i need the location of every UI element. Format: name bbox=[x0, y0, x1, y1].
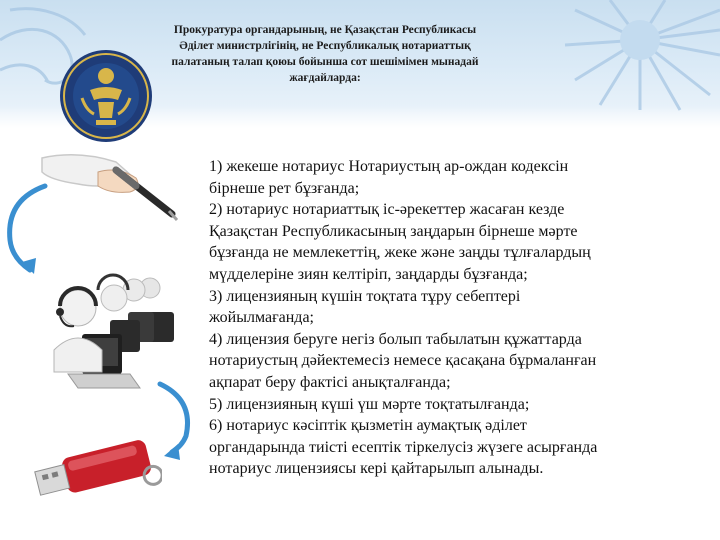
body-line: нотариус лицензиясы кері қайтарылып алынады. bbox=[209, 460, 544, 478]
body-line: 1) жекеше нотариус Нотариустың ар-ождан кодексін bbox=[209, 158, 569, 175]
body-line: бірнеше рет бұзғанда; bbox=[209, 179, 360, 197]
lines-text-block bbox=[209, 156, 679, 480]
body-line: бұзғанда не мемлекеттің, жеке және заңды тұлғалардың bbox=[209, 244, 591, 262]
body-line: 3) лицензияның күшін тоқтата тұру себептері bbox=[209, 287, 521, 305]
usb-key-icon bbox=[22, 430, 162, 510]
header-title-line: жағдайларда: bbox=[289, 72, 361, 84]
header-title-line: палатаның талап қоюы бойынша сот шешімімен мынадай bbox=[171, 56, 479, 68]
body-line: 5) лицензияның күші үш мәрте тоқтатылғанда; bbox=[209, 395, 530, 413]
body-line: 2) нотариус нотариаттық іс-әрекеттер жасаған кезде bbox=[209, 201, 565, 219]
header-title-line: Әділет министрлігінің, не Республикалық нотариаттық bbox=[179, 40, 471, 52]
emblem-icon bbox=[58, 48, 154, 144]
body-line: нотариустың дәйектемесіз немесе қасақана бұрмаланған bbox=[209, 352, 597, 370]
call-center-icon bbox=[48, 250, 178, 395]
body-line: 4) лицензия беруге негіз болып табылатын құжаттарда bbox=[209, 330, 582, 348]
header-title bbox=[160, 22, 490, 86]
body-line: Қазақстан Республикасының заңдарын бірнеше мәрте bbox=[209, 222, 578, 240]
header-title-line: Прокуратура органдарының, не Қазақстан Республикасы bbox=[173, 24, 477, 36]
body-line: 6) нотариус кәсіптік қызметін аумақтық әділет bbox=[209, 417, 527, 435]
body-line: ақпарат беру фактісі анықталғанда; bbox=[209, 373, 451, 391]
body-line: жойылмағанда; bbox=[209, 309, 314, 327]
body-line: органдарында тиісті есептік тіркелусіз жүзеге асырғанда bbox=[209, 438, 598, 456]
body-line: мүдделеріне зиян келтіріп, заңдарды бұзғанда; bbox=[209, 265, 528, 283]
